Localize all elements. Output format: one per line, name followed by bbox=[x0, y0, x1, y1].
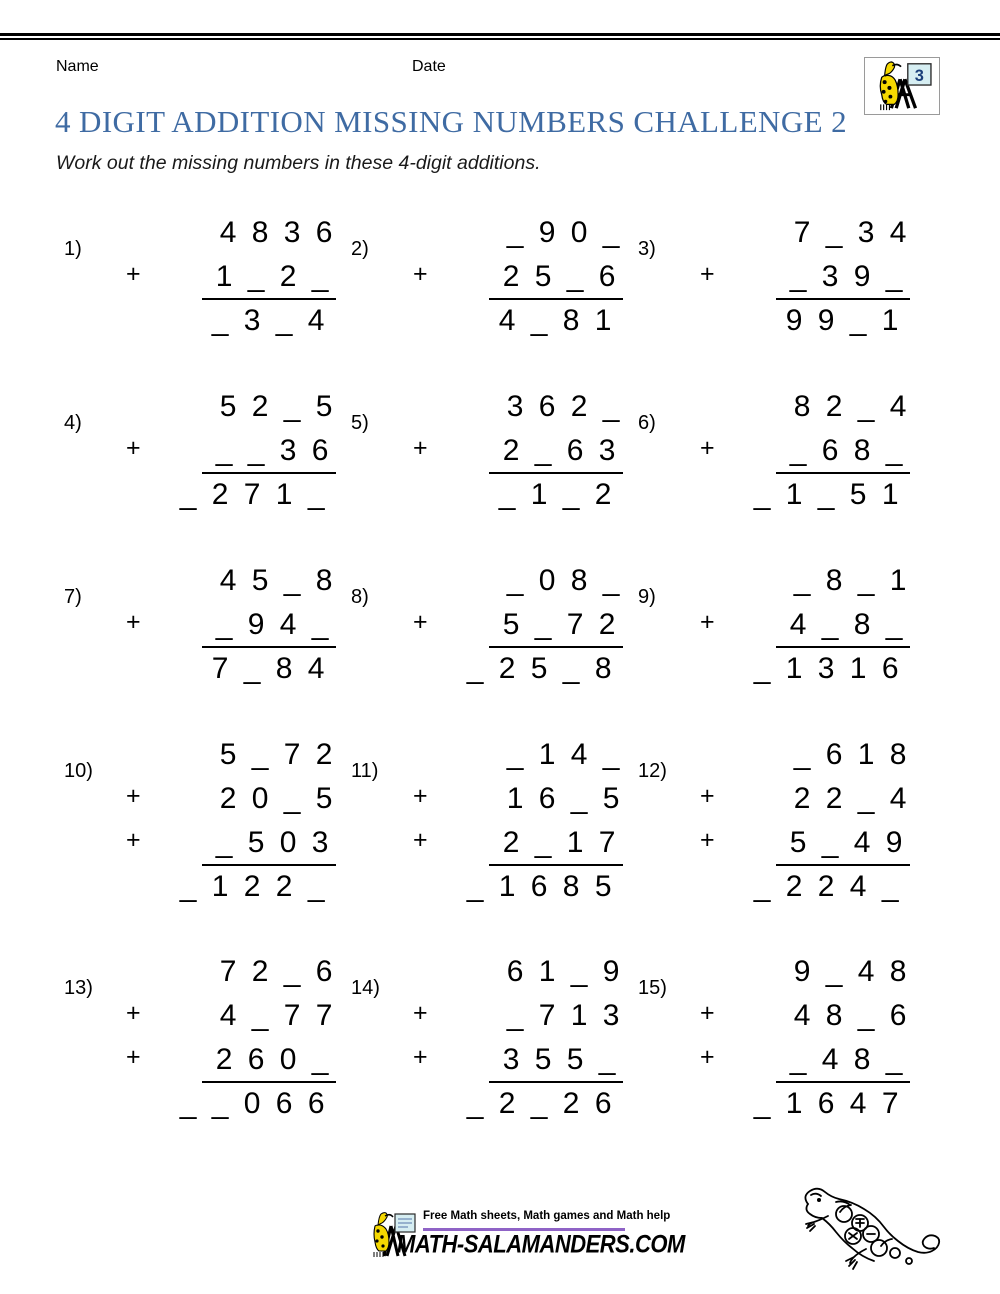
problem-number: 9) bbox=[638, 586, 656, 608]
answer-row bbox=[112, 650, 342, 694]
addend-row bbox=[112, 824, 342, 868]
plus-sign: + bbox=[413, 826, 428, 854]
answer-row bbox=[399, 1085, 629, 1129]
addend-digits[interactable]: 2 2 _ 4 bbox=[793, 782, 910, 815]
plus-sign: + bbox=[126, 999, 141, 1027]
name-label: Name bbox=[56, 58, 99, 75]
answer-digits[interactable]: 7 _ 8 4 bbox=[211, 652, 328, 685]
footer-brand: MATH-SALAMANDERS.COM bbox=[397, 1230, 685, 1258]
answer-digits[interactable]: _ 1 2 2 _ bbox=[179, 870, 328, 903]
plus-sign: + bbox=[126, 826, 141, 854]
answer-digits[interactable]: _ 1 _ 2 bbox=[498, 478, 615, 511]
addend-digits[interactable]: _ 3 9 _ bbox=[776, 258, 910, 300]
answer-row bbox=[112, 1085, 342, 1129]
addend-row bbox=[112, 606, 342, 650]
problem-number: 13) bbox=[64, 977, 93, 999]
addend-digits[interactable]: 4 8 3 6 bbox=[219, 216, 336, 249]
page-title: 4 DIGIT ADDITION MISSING NUMBERS CHALLENGE 2 bbox=[55, 104, 848, 139]
addend-digits[interactable]: 4 _ 7 7 bbox=[219, 999, 336, 1032]
addend-row bbox=[399, 780, 629, 824]
addend-row bbox=[399, 258, 629, 302]
salamander-illustration bbox=[778, 1176, 948, 1281]
math-salamanders-logo bbox=[864, 57, 940, 115]
addend-row bbox=[399, 824, 629, 868]
answer-digits[interactable]: _ 2 7 1 _ bbox=[179, 478, 328, 511]
addend-digits[interactable]: _ 9 4 _ bbox=[202, 606, 336, 648]
addend-digits[interactable]: 4 5 _ 8 bbox=[219, 564, 336, 597]
addend-digits[interactable]: 9 _ 4 8 bbox=[793, 955, 910, 988]
column-addition bbox=[399, 388, 629, 520]
giraffe-easel-icon bbox=[865, 58, 939, 114]
problem-number: 12) bbox=[638, 760, 667, 782]
answer-row bbox=[399, 476, 629, 520]
column-addition bbox=[112, 736, 342, 912]
addend-row bbox=[112, 258, 342, 302]
problem-number: 14) bbox=[351, 977, 380, 999]
addend-digits[interactable]: _ 5 0 3 bbox=[202, 824, 336, 866]
addend-row bbox=[399, 997, 629, 1041]
plus-sign: + bbox=[700, 826, 715, 854]
addend-row bbox=[112, 736, 342, 780]
addend-row bbox=[399, 736, 629, 780]
answer-row bbox=[112, 868, 342, 912]
answer-row bbox=[686, 476, 916, 520]
footer-tagline: Free Math sheets, Math games and Math help bbox=[423, 1210, 671, 1222]
answer-digits[interactable]: _ 1 _ 5 1 bbox=[753, 478, 902, 511]
addend-digits[interactable]: 6 1 _ 9 bbox=[506, 955, 623, 988]
problem-number: 10) bbox=[64, 760, 93, 782]
plus-sign: + bbox=[126, 1043, 141, 1071]
addend-digits[interactable]: 1 6 _ 5 bbox=[506, 782, 623, 815]
addend-digits[interactable]: 5 _ 7 2 bbox=[219, 738, 336, 771]
answer-digits[interactable]: _ 2 2 4 _ bbox=[753, 870, 902, 903]
answer-row bbox=[686, 650, 916, 694]
addend-digits[interactable]: _ 1 4 _ bbox=[506, 738, 623, 771]
plus-sign: + bbox=[413, 1043, 428, 1071]
plus-sign: + bbox=[413, 260, 428, 288]
addend-digits[interactable]: 8 2 _ 4 bbox=[793, 390, 910, 423]
addend-row bbox=[399, 606, 629, 650]
answer-row bbox=[112, 302, 342, 346]
column-addition bbox=[686, 388, 916, 520]
answer-digits[interactable]: 9 9 _ 1 bbox=[785, 304, 902, 337]
addend-row bbox=[686, 780, 916, 824]
answer-row bbox=[686, 1085, 916, 1129]
column-addition bbox=[399, 736, 629, 912]
plus-sign: + bbox=[700, 999, 715, 1027]
addend-digits[interactable]: _ 6 8 _ bbox=[776, 432, 910, 474]
column-addition bbox=[686, 214, 916, 346]
addend-digits[interactable]: 3 6 2 _ bbox=[506, 390, 623, 423]
addend-digits[interactable]: _ 9 0 _ bbox=[506, 216, 623, 249]
addend-digits[interactable]: 7 _ 3 4 bbox=[793, 216, 910, 249]
top-border-thin-bar bbox=[0, 38, 1000, 40]
addend-row bbox=[112, 997, 342, 1041]
addend-digits[interactable]: _ 7 1 3 bbox=[506, 999, 623, 1032]
column-addition bbox=[112, 388, 342, 520]
addend-row bbox=[399, 1041, 629, 1085]
addend-row bbox=[686, 824, 916, 868]
plus-sign: + bbox=[700, 434, 715, 462]
problem-number: 8) bbox=[351, 586, 369, 608]
answer-row bbox=[112, 476, 342, 520]
addend-row bbox=[686, 997, 916, 1041]
column-addition bbox=[112, 214, 342, 346]
addend-digits[interactable]: 5 _ 7 2 bbox=[489, 606, 623, 648]
addend-row bbox=[112, 1041, 342, 1085]
addend-digits[interactable]: _ 0 8 _ bbox=[506, 564, 623, 597]
addend-digits[interactable]: 5 2 _ 5 bbox=[219, 390, 336, 423]
problem-number: 1) bbox=[64, 238, 82, 260]
addend-digits[interactable]: 1 _ 2 _ bbox=[202, 258, 336, 300]
addend-row bbox=[686, 953, 916, 997]
addend-digits[interactable]: 7 2 _ 6 bbox=[219, 955, 336, 988]
answer-digits[interactable]: _ _ 0 6 6 bbox=[179, 1087, 328, 1120]
column-addition bbox=[399, 562, 629, 694]
page-subtitle: Work out the missing numbers in these 4-digit additions. bbox=[56, 152, 541, 174]
plus-sign: + bbox=[413, 608, 428, 636]
date-label: Date bbox=[412, 58, 446, 75]
answer-row bbox=[686, 868, 916, 912]
plus-sign: + bbox=[126, 782, 141, 810]
column-addition bbox=[686, 953, 916, 1129]
addend-digits[interactable]: 2 _ 6 3 bbox=[489, 432, 623, 474]
addend-row bbox=[399, 953, 629, 997]
header-fields bbox=[56, 58, 936, 80]
plus-sign: + bbox=[126, 260, 141, 288]
addend-row bbox=[686, 562, 916, 606]
answer-row bbox=[399, 650, 629, 694]
addend-row bbox=[112, 780, 342, 824]
problem-number: 7) bbox=[64, 586, 82, 608]
addend-digits[interactable]: 4 _ 8 _ bbox=[776, 606, 910, 648]
problem-number: 4) bbox=[64, 412, 82, 434]
column-addition bbox=[686, 736, 916, 912]
answer-digits[interactable]: _ 1 6 8 5 bbox=[466, 870, 615, 903]
addend-row bbox=[686, 432, 916, 476]
addend-digits[interactable]: _ 6 1 8 bbox=[793, 738, 910, 771]
svg-text:3: 3 bbox=[914, 67, 924, 86]
answer-digits[interactable]: _ 1 3 1 6 bbox=[753, 652, 902, 685]
column-addition bbox=[112, 562, 342, 694]
plus-sign: + bbox=[413, 999, 428, 1027]
plus-sign: + bbox=[413, 782, 428, 810]
addend-digits[interactable]: 2 6 0 _ bbox=[202, 1041, 336, 1083]
column-addition bbox=[686, 562, 916, 694]
top-border-rule bbox=[0, 33, 1000, 40]
addend-digits[interactable]: _ 4 8 _ bbox=[776, 1041, 910, 1083]
addend-digits[interactable]: 2 5 _ 6 bbox=[489, 258, 623, 300]
plus-sign: + bbox=[126, 434, 141, 462]
footer-branding bbox=[365, 1208, 685, 1264]
addend-row bbox=[399, 214, 629, 258]
answer-digits[interactable]: _ 2 _ 2 6 bbox=[466, 1087, 615, 1120]
problem-number: 5) bbox=[351, 412, 369, 434]
answer-row bbox=[686, 302, 916, 346]
answer-digits[interactable]: _ 2 5 _ 8 bbox=[466, 652, 615, 685]
addend-digits[interactable]: 3 5 5 _ bbox=[489, 1041, 623, 1083]
addend-row bbox=[686, 388, 916, 432]
addend-digits[interactable]: 4 8 _ 6 bbox=[793, 999, 910, 1032]
problem-number: 2) bbox=[351, 238, 369, 260]
column-addition bbox=[399, 953, 629, 1129]
addend-digits[interactable]: _ _ 3 6 bbox=[202, 432, 336, 474]
addend-row bbox=[112, 388, 342, 432]
addend-row bbox=[686, 1041, 916, 1085]
plus-sign: + bbox=[700, 1043, 715, 1071]
addend-digits[interactable]: 2 _ 1 7 bbox=[489, 824, 623, 866]
answer-row bbox=[399, 302, 629, 346]
column-addition bbox=[399, 214, 629, 346]
answer-row bbox=[399, 868, 629, 912]
addend-row bbox=[686, 606, 916, 650]
plus-sign: + bbox=[700, 782, 715, 810]
plus-sign: + bbox=[126, 608, 141, 636]
addend-row bbox=[399, 432, 629, 476]
problem-number: 11) bbox=[351, 760, 379, 782]
problem-number: 6) bbox=[638, 412, 656, 434]
addend-row bbox=[399, 562, 629, 606]
addend-row bbox=[112, 432, 342, 476]
answer-digits[interactable]: _ 1 6 4 7 bbox=[753, 1087, 902, 1120]
addend-digits[interactable]: 5 _ 4 9 bbox=[776, 824, 910, 866]
answer-digits[interactable]: 4 _ 8 1 bbox=[498, 304, 615, 337]
addend-row bbox=[112, 953, 342, 997]
addend-row bbox=[399, 388, 629, 432]
addend-row bbox=[686, 736, 916, 780]
addend-digits[interactable]: 2 0 _ 5 bbox=[219, 782, 336, 815]
plus-sign: + bbox=[700, 260, 715, 288]
addend-row bbox=[112, 562, 342, 606]
plus-sign: + bbox=[700, 608, 715, 636]
problem-number: 15) bbox=[638, 977, 667, 999]
addend-digits[interactable]: _ 8 _ 1 bbox=[793, 564, 910, 597]
column-addition bbox=[112, 953, 342, 1129]
addend-row bbox=[686, 258, 916, 302]
problem-number: 3) bbox=[638, 238, 656, 260]
plus-sign: + bbox=[413, 434, 428, 462]
answer-digits[interactable]: _ 3 _ 4 bbox=[211, 304, 328, 337]
addend-row bbox=[112, 214, 342, 258]
top-border-thick-bar bbox=[0, 33, 1000, 36]
addend-row bbox=[686, 214, 916, 258]
